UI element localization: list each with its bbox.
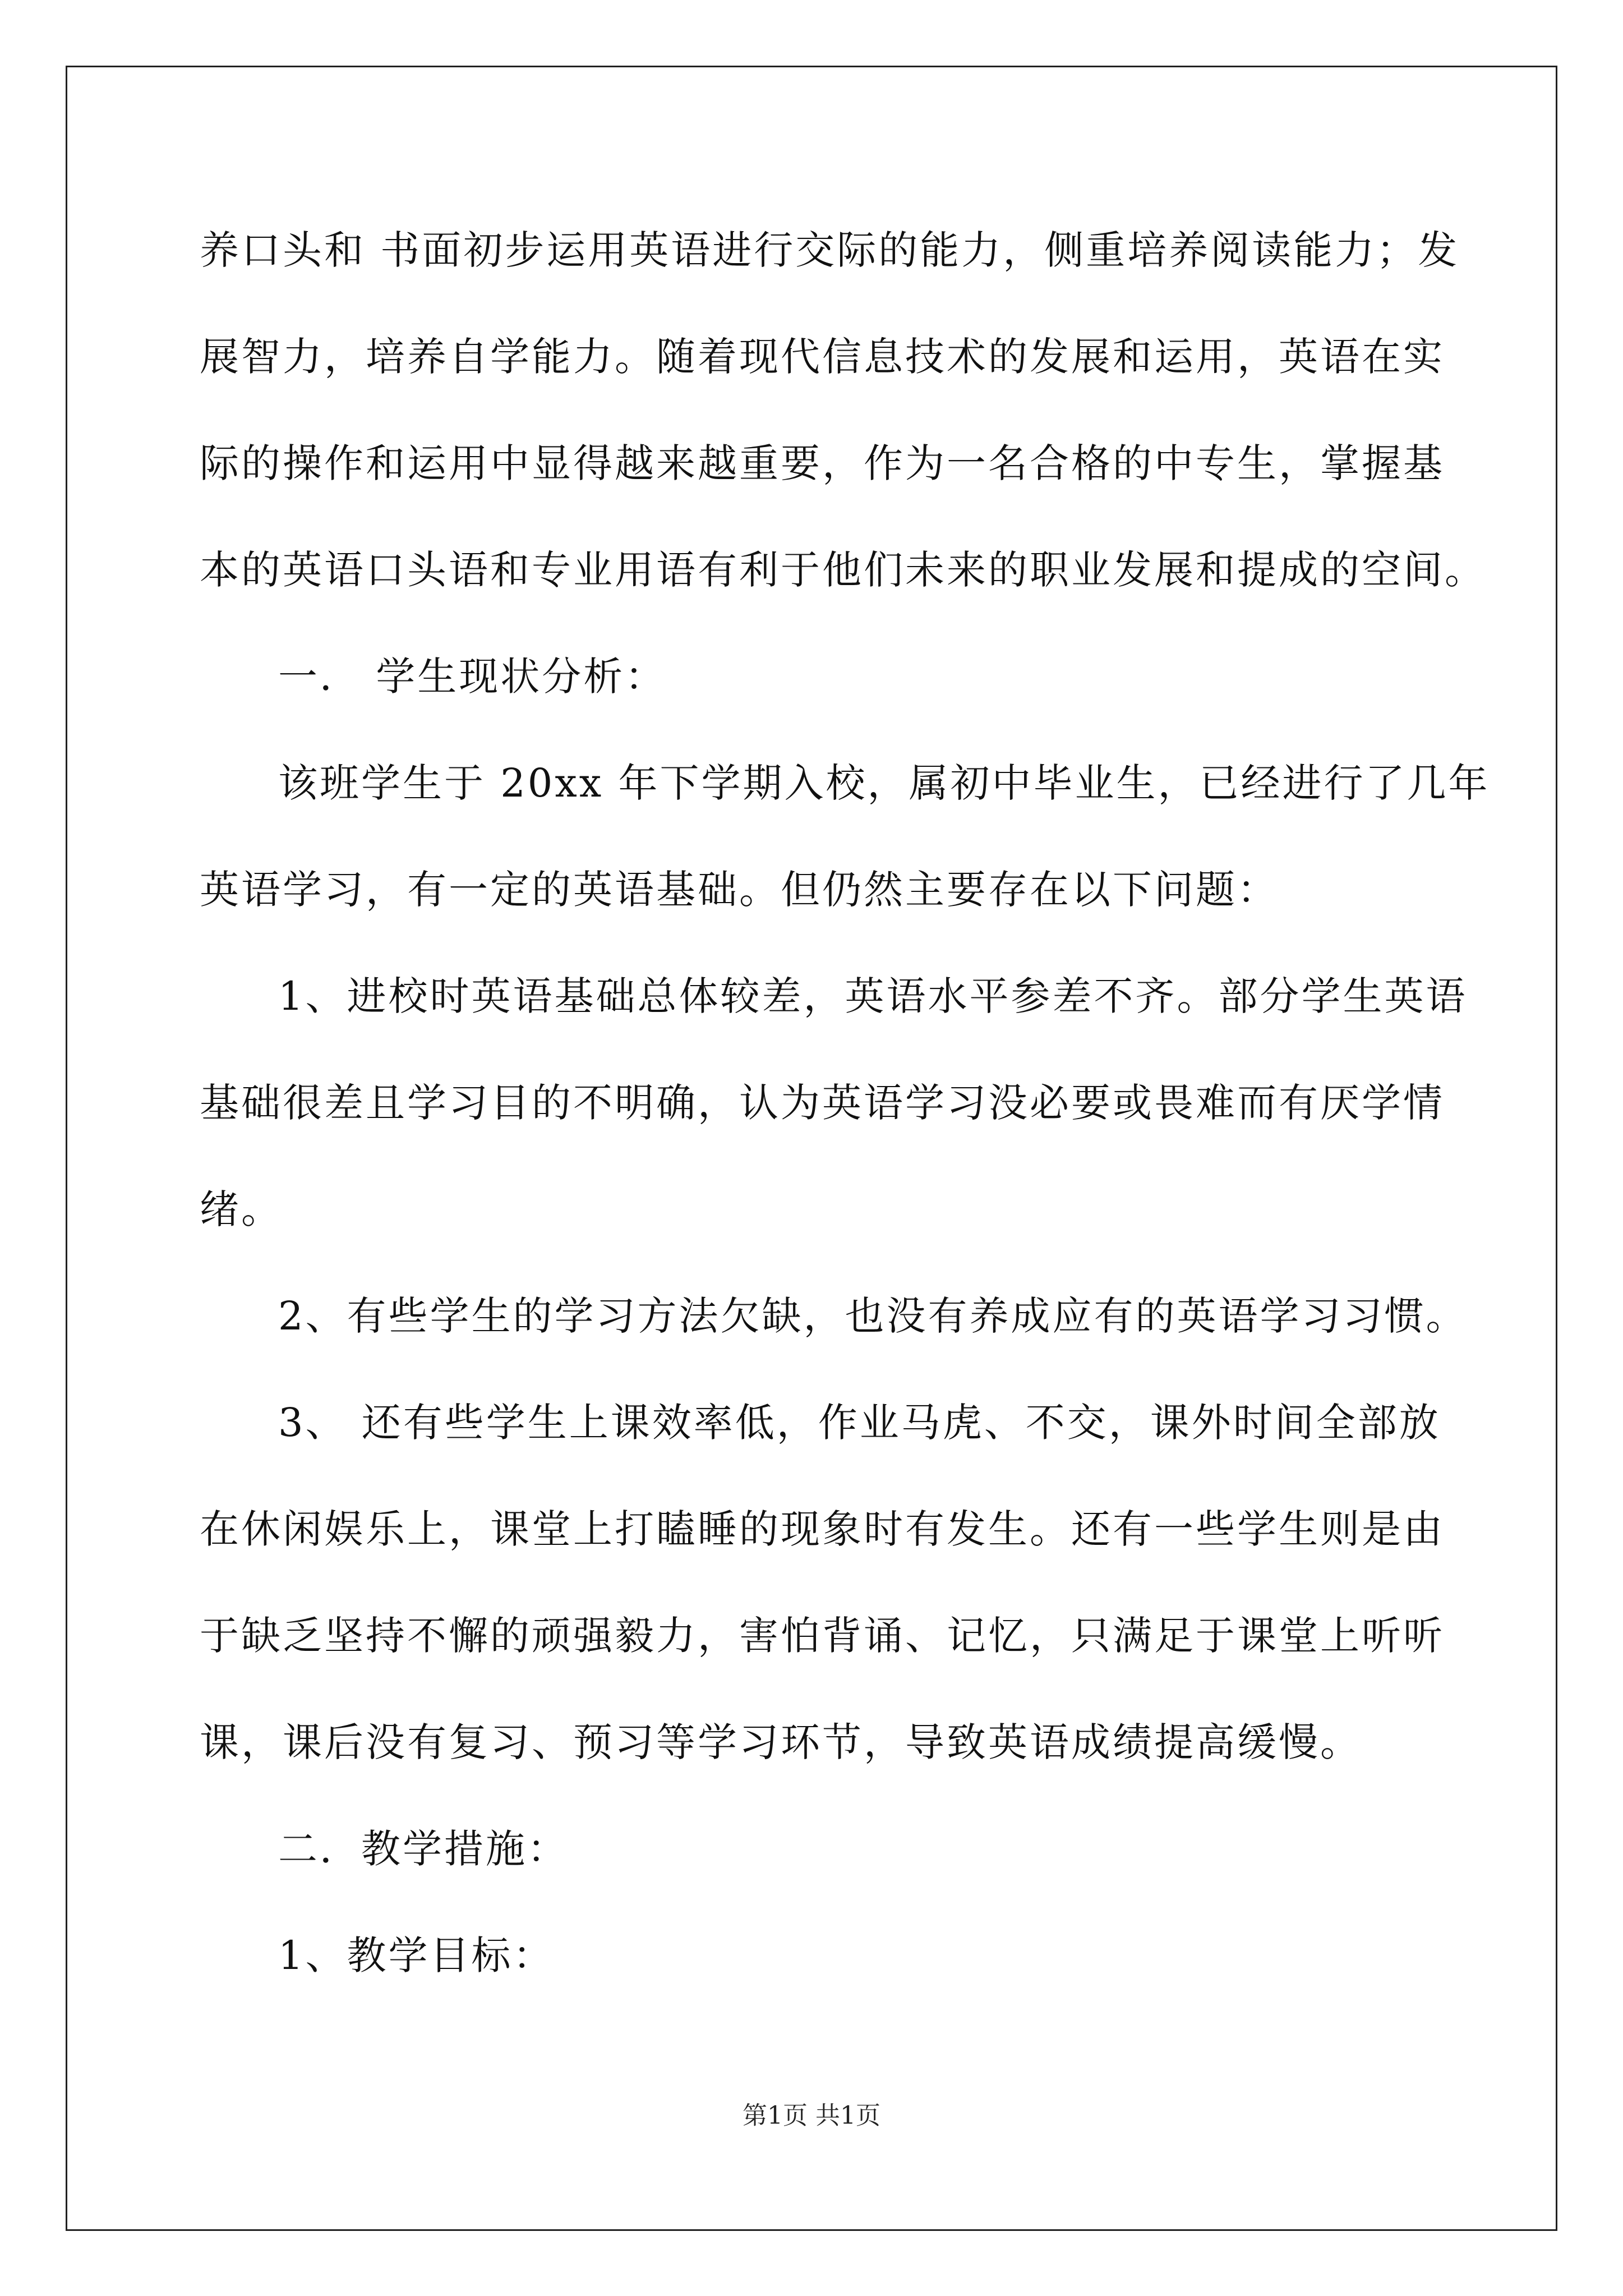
paragraph-line: 课，课后没有复习、预习等学习环节，导致英语成绩提高缓慢。 (200, 1719, 1362, 1765)
paragraph-line: 基础很差且学习目的不明确，认为英语学习没必要或畏难而有厌学情 (200, 1080, 1445, 1126)
paragraph-line: 英语学习，有一定的英语基础。但仍然主要存在以下问题： (200, 867, 1279, 913)
paragraph-line: 绪。 (200, 1186, 283, 1232)
paragraph-line: 养口头和 书面初步运用英语进行交际的能力，侧重培养阅读能力；发 (200, 227, 1460, 273)
paragraph-line: 本的英语口头语和专业用语有利于他们未来的职业发展和提成的空间。 (200, 547, 1486, 593)
paragraph-line: 1、进校时英语基础总体较差，英语水平参差不齐。部分学生英语 (278, 973, 1468, 1019)
paragraph-line: 3、 还有些学生上课效率低，作业马虎、不交，课外时间全部放 (278, 1400, 1441, 1446)
paragraph-line: 展智力，培养自学能力。随着现代信息技术的发展和运用，英语在实 (200, 334, 1445, 380)
section-heading: 一． 学生现状分析： (278, 654, 667, 700)
paragraph-line: 际的操作和运用中显得越来越重要，作为一名合格的中专生，掌握基 (200, 440, 1445, 486)
page-footer: 第1页 共1页 (743, 2101, 880, 2130)
paragraph-line: 于缺乏坚持不懈的顽强毅力，害怕背诵、记忆，只满足于课堂上听听 (200, 1613, 1445, 1659)
paragraph-line: 2、有些学生的学习方法欠缺，也没有养成应有的英语学习习惯。 (278, 1293, 1468, 1339)
section-heading: 二．教学措施： (278, 1826, 569, 1872)
paragraph-line: 在休闲娱乐上，课堂上打瞌睡的现象时有发生。还有一些学生则是由 (200, 1506, 1445, 1552)
subsection-heading: 1、教学目标： (278, 1932, 555, 1978)
page-border (66, 66, 1557, 2231)
paragraph-line: 该班学生于 20xx 年下学期入校，属初中毕业生，已经进行了几年 (278, 760, 1490, 806)
